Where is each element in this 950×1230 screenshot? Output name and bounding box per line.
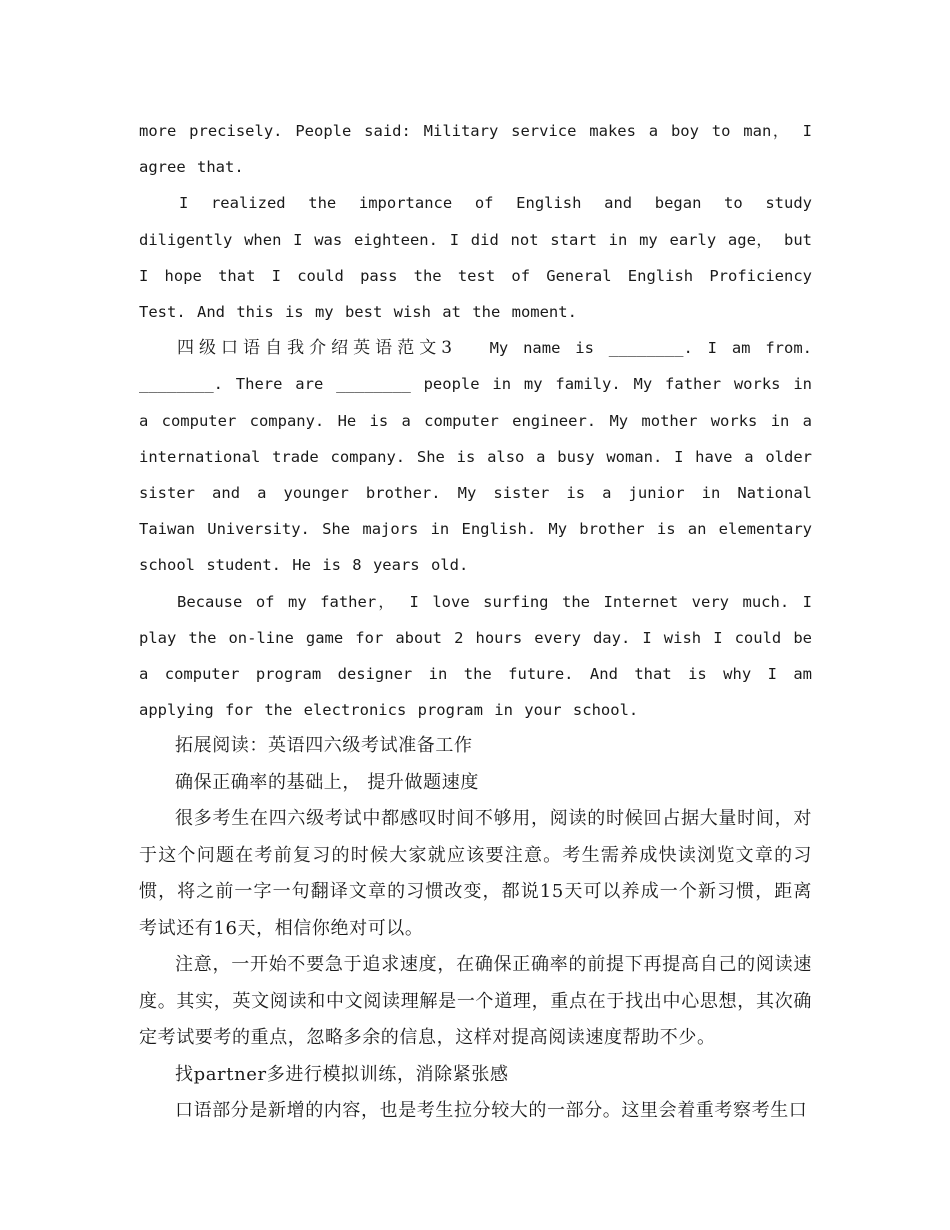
section-heading-sample-3: 四级口语自我介绍英语范文3 bbox=[177, 338, 454, 359]
subheading-accuracy-speed: 确保正确率的基础上， 提升做题速度 bbox=[175, 771, 479, 793]
paragraph-study-english: I realized the importance of English and began to study diligently when I was eighteen. I did not start in my early age， but I hope that I could pass the test of General English Proficiency Test. And this is my best wish at the moment. bbox=[139, 194, 812, 322]
paragraph-internet: Because of my father， I love surfing the Internet very much. I play the on-line game for about 2 hours every day. I wish I could be a computer program designer in the future. And that is why I am applying for the electronics program in your school. bbox=[139, 592, 812, 720]
extended-reading-title: 拓展阅读：英语四六级考试准备工作 bbox=[175, 735, 473, 757]
document-body bbox=[139, 113, 812, 1130]
subheading-partner-practice: 找partner多进行模拟训练，消除紧张感 bbox=[175, 1063, 509, 1085]
paragraph-reading-habit: 很多考生在四六级考试中都感叹时间不够用，阅读的时候回占据大量时间，对于这个问题在考前复习的时候大家就应该要注意。考生需养成快读浏览文章的习惯，将之前一字一句翻译文章的习惯改变，都说15天可以养成一个新习惯，距离考试还有16天，相信你绝对可以。 bbox=[139, 808, 812, 939]
paragraph-self-introduction-text: My name is ________. I am from. ________. There are ________ people in my family. My father works in a computer company. He is a computer engineer. My mother works in a international trade company. She is also a busy woman. I have a older sister and a younger brother. My sister is a junior in National Taiwan University. She majors in English. My brother is an elementary school student. He is 8 years old. bbox=[139, 339, 812, 575]
paragraph-self-introduction-3 bbox=[139, 330, 812, 583]
paragraph-oral-section: 口语部分是新增的内容，也是考生拉分较大的一部分。这里会着重考察考生口 bbox=[175, 1100, 808, 1122]
paragraph-military-service: more precisely. People said: Military service makes a boy to man， I agree that. bbox=[139, 122, 812, 177]
paragraph-reading-speed: 注意，一开始不要急于追求速度，在确保正确率的前提下再提高自己的阅读速度。其实，英文阅读和中文阅读理解是一个道理，重点在于找出中心思想，其次确定考试要考的重点，忽略多余的信息，这样对提高阅读速度帮助不少。 bbox=[139, 954, 812, 1049]
